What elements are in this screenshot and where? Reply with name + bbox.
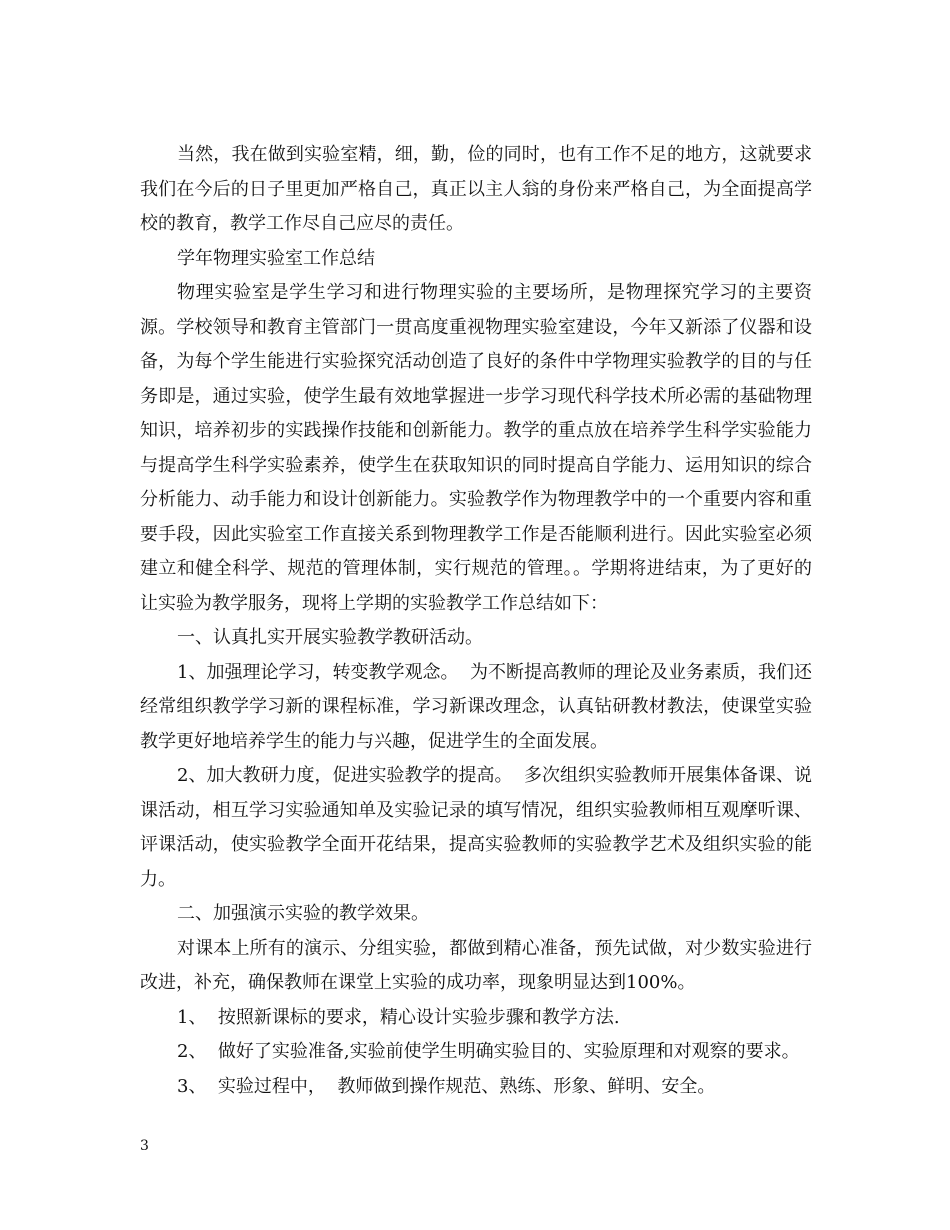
paragraph-closing-remarks: 当然，我在做到实验室精，细，勤，俭的同时，也有工作不足的地方，这就要求我们在今后的日子里更加严格自己，真正以主人翁的身份来严格自己，为全面提高学校的教育，教学工作尽自己应尽的责任。 (140, 144, 812, 234)
paragraph-theory-study: 1、加强理论学习，转变教学观念。 为不断提高教师的理论及业务素质，我们还经常组织教学学习新的课程标准，学习新课改理念，认真钻研教材教法，使课堂实验教学更好地培养学生的能力与兴趣，促进学生的全面发展。 (140, 661, 812, 752)
list-item-1: 1、 按照新课标的要求，精心设计实验步骤和教学方法. (177, 1006, 620, 1028)
heading-teaching-research: 一、认真扎实开展实验教学教研活动。 (177, 627, 483, 648)
section-title: 学年物理实验室工作总结 (177, 247, 375, 269)
list-item-3: 3、 实验过程中， 教师做到操作规范、熟练、形象、鲜明、安全。 (177, 1075, 716, 1097)
page-number: 3 (140, 1138, 149, 1154)
heading-demo-experiments: 二、加强演示实验的教学效果。 (177, 903, 429, 924)
paragraph-introduction: 物理实验室是学生学习和进行物理实验的主要场所，是物理探究学习的主要资源。学校领导和教育主管部门一贯高度重视物理实验室建设，今年又新添了仪器和设备，为每个学生能进行实验探究活动创造了良好的条件中学物理实验教学的目的与任务即是，通过实验，使学生最有效地掌握进一步学习现代科学技术所必需的基础物理知识，培养初步的实践操作技能和创新能力。教学的重点放在培养学生科学实验能力与提高学生科学实验素养，使学生在获取知识的同时提高自学能力、运用知识的综合分析能力、动手能力和设计创新能力。实验教学作为物理教学中的一个重要内容和重要手段，因此实验室工作直接关系到物理教学工作是否能顺利进行。因此实验室必须建立和健全科学、规范的管理体制，实行规范的管理。。学期将进结束，为了更好的让实验为教学服务，现将上学期的实验教学工作总结如下： (140, 282, 812, 614)
paragraph-demo-preparation: 对课本上所有的演示、分组实验，都做到精心准备，预先试做，对少数实验进行改进，补充，确保教师在课堂上实验的成功率，现象明显达到100%。 (140, 937, 812, 993)
list-item-2: 2、 做好了实验准备,实验前使学生明确实验目的、实验原理和对观察的要求。 (177, 1041, 800, 1062)
document-body (140, 138, 812, 1104)
paragraph-research-effort: 2、加大教研力度，促进实验教学的提高。 多次组织实验教师开展集体备课、说课活动，相互学习实验通知单及实验记录的填写情况，组织实验教师相互观摩听课、评课活动，使实验教学全面开花结果，提高实验教师的实验教学艺术及组织实验的能力。 (140, 765, 812, 890)
